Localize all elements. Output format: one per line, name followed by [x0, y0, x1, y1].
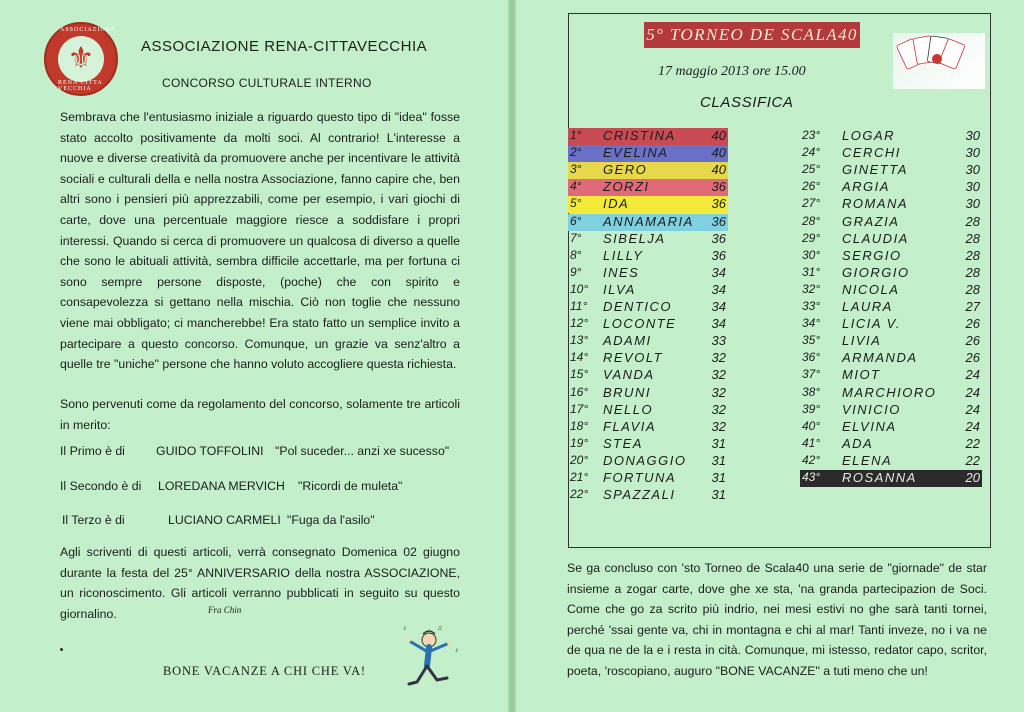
ranking-position: 21°	[570, 470, 589, 484]
ranking-row	[800, 470, 982, 487]
ranking-row	[568, 282, 728, 299]
player-name: NELLO	[603, 401, 654, 417]
player-score: 28	[965, 230, 980, 246]
player-name: ARGIA	[842, 179, 890, 195]
ranking-position: 25°	[802, 162, 821, 177]
svg-text:♪: ♪	[403, 625, 407, 632]
player-score: 28	[965, 213, 980, 229]
ranking-row	[568, 196, 728, 213]
closing-greeting: BONE VACANZE A CHI CHE VA!	[163, 664, 366, 678]
player-name: IDA	[603, 196, 630, 212]
closing-paragraph: Se ga concluso con 'sto Torneo de Scala40 una serie de "giornade" de star insieme a zogar carte, dove ghe xe sta, 'na granda partecipazion de Soci. Come che go za scrito più indrio, nei mesi estivi no ghe sarà tanti tornei, perché 'ssai gente va, chi in montagna e chi al mar! Tanti inveze, no i va ne de qua ne de la e i resta in cità. Comunque, mi istesso, redator capo, scritor, poeta, 'roscopiano, auguro "BONE VACANZE" a tuti meno che un!	[567, 561, 987, 678]
ranking-row	[568, 470, 728, 487]
player-name: ILVA	[603, 281, 636, 297]
player-name: ADA	[842, 435, 874, 451]
page-gutter	[508, 0, 516, 712]
player-name: EVELINA	[603, 145, 669, 161]
ranking-row	[800, 316, 982, 333]
player-name: BRUNI	[603, 384, 651, 400]
ranking-position: 4°	[570, 179, 582, 194]
ranking-position: 1°	[570, 128, 582, 142]
ranking-row	[800, 128, 982, 145]
association-title: ASSOCIAZIONE RENA-CITTAVECCHIA	[141, 38, 428, 55]
ranking-row	[568, 385, 728, 402]
seal-top-text: ASSOCIAZIONE	[60, 27, 116, 33]
fleur-de-lis-icon: ⚜	[67, 41, 95, 76]
ranking-row	[568, 179, 728, 196]
ranking-row	[800, 145, 982, 162]
ranking-position: 36°	[802, 350, 821, 365]
ranking-position: 7°	[570, 230, 582, 245]
ranking-row	[568, 333, 728, 350]
player-score: 27	[965, 299, 980, 314]
article-label: Il Secondo è di	[60, 479, 142, 493]
player-score: 24	[965, 401, 980, 417]
player-name: GRAZIA	[842, 213, 900, 229]
player-name: SPAZZALI	[603, 487, 676, 503]
player-score: 36	[711, 213, 726, 229]
player-score: 30	[965, 128, 980, 143]
article-entry-third	[62, 513, 482, 531]
ranking-position: 5°	[570, 196, 582, 211]
ranking-position: 14°	[570, 350, 589, 365]
player-score: 32	[711, 384, 726, 400]
ranking-position: 33°	[802, 299, 821, 313]
player-score: 26	[965, 316, 980, 332]
player-name: DENTICO	[603, 299, 672, 314]
ranking-row	[568, 436, 728, 453]
player-name: ADAMI	[603, 333, 652, 349]
ranking-row	[800, 248, 982, 265]
ranking-position: 23°	[802, 128, 821, 142]
ranking-row	[568, 419, 728, 436]
ranking-row	[800, 350, 982, 367]
svg-text:♪: ♪	[455, 647, 459, 654]
playing-cards-icon	[893, 33, 985, 89]
ranking-position: 15°	[570, 367, 589, 382]
tournament-banner: 5° TORNEO DE SCALA40	[644, 22, 860, 48]
player-score: 32	[711, 350, 726, 366]
article-label: Il Primo è di	[60, 444, 125, 458]
tournament-date: 17 maggio 2013 ore 15.00	[658, 64, 806, 79]
player-name: NICOLA	[842, 281, 900, 297]
player-score: 22	[965, 435, 980, 451]
ranking-row	[568, 453, 728, 470]
association-seal-logo	[44, 22, 118, 96]
ranking-row	[568, 367, 728, 384]
player-name: DONAGGIO	[603, 452, 687, 468]
ranking-row	[568, 248, 728, 265]
ranking-position: 42°	[802, 452, 821, 467]
ranking-row	[568, 145, 728, 162]
ranking-position: 26°	[802, 179, 821, 194]
player-name: GERO	[603, 162, 648, 178]
ranking-row	[568, 350, 728, 367]
ranking-position: 22°	[570, 487, 589, 502]
player-score: 24	[965, 384, 980, 400]
player-name: ROSANNA	[842, 470, 917, 485]
player-score: 22	[965, 452, 980, 468]
ranking-position: 8°	[570, 247, 582, 262]
player-name: LILLY	[603, 247, 644, 263]
player-score: 40	[711, 162, 726, 178]
ranking-position: 3°	[570, 162, 582, 177]
player-score: 28	[965, 247, 980, 263]
player-score: 31	[711, 452, 726, 468]
player-name: REVOLT	[603, 350, 664, 366]
player-score: 26	[965, 333, 980, 349]
player-name: VANDA	[603, 367, 655, 383]
player-name: ZORZI	[603, 179, 650, 195]
player-score: 36	[711, 230, 726, 246]
player-score: 32	[711, 367, 726, 383]
ranking-position: 32°	[802, 281, 821, 296]
ranking-row	[800, 162, 982, 179]
seal-bottom-text: RENA CITTA VECCHIA	[58, 80, 103, 92]
ranking-row	[800, 436, 982, 453]
ranking-heading: CLASSIFICA	[700, 94, 794, 111]
ranking-position: 24°	[802, 145, 821, 160]
intro-paragraph: Sembrava che l'entusiasmo iniziale a riguardo questo tipo di "idea" fosse stato accolto positivamente da molti soci. Al contrario! L'interesse a nuove e diverse creatività da promuovere anche per incentivare le attività sociali e culturali della e nella nostra Associazione, fanno capire che, ben altri sono i pensieri più apprezzabili, come per esempio, i vari giochi di carte, dove una percentuale maggiore riesce a soddisfare i propri interessi. Quando si cerca di promuovere un qualcosa di diverso a quelle che sono le abituali attività, sembra difficile accettarle, ma per fortuna ci sono sempre persone disposte, (poche) che con spirito e consapevolezza si gettano nella mischia. Ciò non toglie che nessuno viene mai obbligato; ci mancherebbe! Era stato fatto un semplice invito a partecipare a questo concorso. Comunque, un grazie va senz'altro a quelle tre "uniche" persone che hanno voluto accogliere questa richiesta.	[60, 110, 460, 372]
player-score: 33	[711, 333, 726, 349]
seal-center	[58, 36, 104, 82]
player-score: 28	[965, 281, 980, 297]
articles-intro-paragraph: Sono pervenuti come da regolamento del concorso, solamente tre articoli in merito:	[60, 397, 460, 432]
article-author: LOREDANA MERVICH	[158, 479, 285, 493]
player-score: 36	[711, 247, 726, 263]
ranking-row	[568, 487, 728, 504]
article-author: LUCIANO CARMELI	[168, 513, 281, 527]
ranking-row	[800, 282, 982, 299]
player-score: 30	[965, 196, 980, 212]
player-score: 34	[711, 299, 726, 314]
player-name: GINETTA	[842, 162, 908, 178]
ranking-position: 18°	[570, 418, 589, 433]
ranking-row	[800, 419, 982, 436]
player-score: 34	[711, 264, 726, 280]
player-score: 30	[965, 145, 980, 161]
ranking-position: 38°	[802, 384, 821, 399]
ranking-position: 29°	[802, 230, 821, 245]
player-name: MARCHIORO	[842, 384, 937, 400]
bullet-dot	[60, 648, 63, 651]
player-name: INES	[603, 264, 640, 280]
ranking-position: 30°	[802, 247, 821, 262]
ranking-row	[568, 265, 728, 282]
ranking-position: 19°	[570, 435, 589, 450]
ranking-position: 17°	[570, 401, 589, 416]
ranking-row	[800, 231, 982, 248]
player-name: CRISTINA	[603, 128, 676, 143]
ranking-row	[568, 214, 728, 231]
player-name: SERGIO	[842, 247, 902, 263]
player-name: CERCHI	[842, 145, 901, 161]
ranking-position: 9°	[570, 264, 582, 279]
ranking-row	[568, 231, 728, 248]
ranking-row	[800, 179, 982, 196]
ranking-row	[568, 402, 728, 419]
player-name: ELVINA	[842, 418, 897, 434]
ranking-position: 27°	[802, 196, 821, 211]
ranking-row	[800, 367, 982, 384]
ranking-position: 39°	[802, 401, 821, 416]
ranking-position: 12°	[570, 316, 589, 331]
player-name: VINICIO	[842, 401, 901, 417]
player-score: 32	[711, 418, 726, 434]
player-name: LIVIA	[842, 333, 882, 349]
player-name: FLAVIA	[603, 418, 657, 434]
article-entry-second	[60, 479, 480, 497]
player-name: FORTUNA	[603, 470, 677, 485]
player-score: 40	[711, 145, 726, 161]
ranking-position: 10°	[570, 281, 589, 296]
player-name: SIBELJA	[603, 230, 666, 246]
ranking-row	[800, 214, 982, 231]
ranking-row	[800, 453, 982, 470]
player-score: 36	[711, 196, 726, 212]
ranking-position: 13°	[570, 333, 589, 348]
ranking-position: 41°	[802, 435, 821, 450]
award-paragraph: Agli scriventi di questi articoli, verrà consegnato Domenica 02 giugno durante la festa del 25° ANNIVERSARIO della nostra ASSOCIAZIONE, un riconoscimento. Gli articoli verranno pubblicati in seguito su questo giornalino.	[60, 545, 460, 621]
player-score: 40	[711, 128, 726, 143]
player-score: 34	[711, 316, 726, 332]
player-score: 36	[711, 179, 726, 195]
player-score: 24	[965, 418, 980, 434]
ranking-position: 16°	[570, 384, 589, 399]
player-score: 26	[965, 350, 980, 366]
ranking-position: 28°	[802, 213, 821, 228]
player-score: 20	[965, 470, 980, 485]
ranking-row	[800, 333, 982, 350]
article-title: "Ricordi de muleta"	[298, 479, 403, 493]
ranking-position: 6°	[570, 213, 582, 228]
ranking-position: 2°	[570, 145, 582, 160]
ranking-position: 37°	[802, 367, 821, 382]
ranking-row	[800, 265, 982, 282]
ranking-row	[568, 299, 728, 316]
ranking-row	[800, 402, 982, 419]
player-score: 30	[965, 162, 980, 178]
player-name: ARMANDA	[842, 350, 918, 366]
ranking-position: 31°	[802, 264, 821, 279]
ranking-position: 34°	[802, 316, 821, 331]
ranking-row	[800, 196, 982, 213]
player-score: 31	[711, 487, 726, 503]
article-author: GUIDO TOFFOLINI	[156, 444, 264, 458]
article-title: "Pol suceder... anzi xe sucesso"	[275, 444, 450, 458]
player-score: 31	[711, 435, 726, 451]
ranking-row	[800, 299, 982, 316]
player-name: GIORGIO	[842, 264, 910, 280]
ranking-position: 40°	[802, 418, 821, 433]
article-entry-first	[60, 444, 480, 462]
player-score: 34	[711, 281, 726, 297]
ranking-position: 11°	[570, 299, 588, 313]
ranking-position: 43°	[802, 470, 821, 484]
player-name: CLAUDIA	[842, 230, 909, 246]
dancing-man-illustration-icon	[397, 622, 467, 694]
ranking-position: 20°	[570, 452, 589, 467]
article-title: "Fuga da l'asilo"	[287, 513, 375, 527]
ranking-row	[800, 385, 982, 402]
contest-subtitle: CONCORSO CULTURALE INTERNO	[162, 76, 372, 90]
article-label: Il Terzo è di	[62, 513, 125, 527]
author-signature: Fra Chin	[208, 605, 242, 615]
player-name: ANNAMARIA	[603, 213, 694, 229]
player-name: STEA	[603, 435, 643, 451]
ranking-row	[568, 162, 728, 179]
player-score: 24	[965, 367, 980, 383]
ranking-row	[568, 316, 728, 333]
player-name: LOGAR	[842, 128, 896, 143]
player-name: MIOT	[842, 367, 881, 383]
ranking-row	[568, 128, 728, 145]
player-name: LICIA V.	[842, 316, 901, 332]
player-score: 30	[965, 179, 980, 195]
player-score: 32	[711, 401, 726, 417]
player-name: LOCONTE	[603, 316, 677, 332]
player-name: ROMANA	[842, 196, 909, 212]
player-name: LAURA	[842, 299, 893, 314]
player-score: 31	[711, 470, 726, 485]
player-score: 28	[965, 264, 980, 280]
ranking-position: 35°	[802, 333, 821, 348]
player-name: ELENA	[842, 452, 893, 468]
svg-text:♫: ♫	[437, 625, 443, 632]
